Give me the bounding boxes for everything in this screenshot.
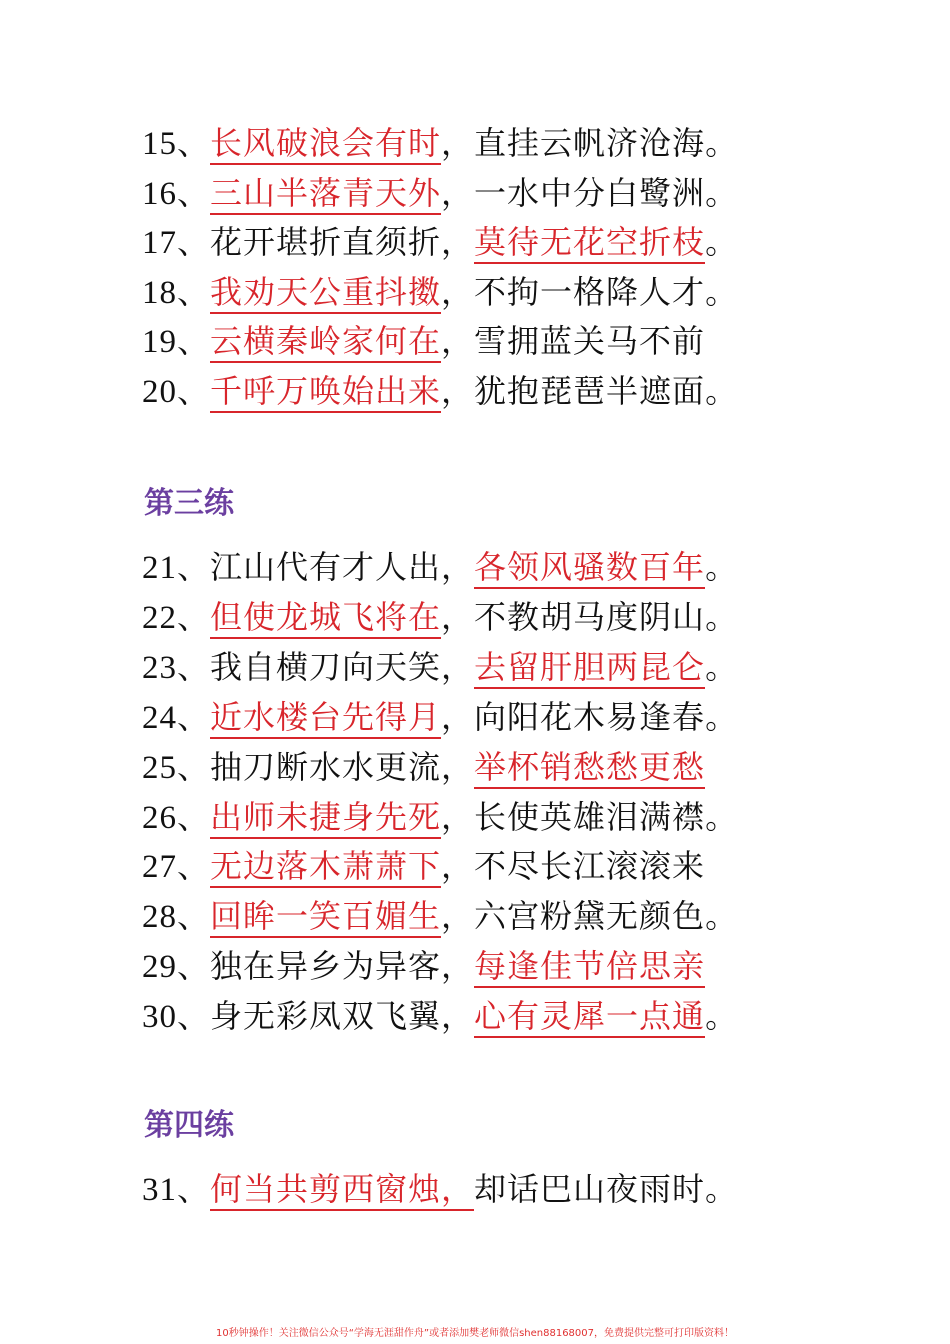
verse-first-half: 身无彩凤双飞翼: [210, 997, 442, 1036]
verse-first-half: 无边落木萧萧下: [210, 847, 441, 888]
poem-line: [142, 943, 902, 989]
verse-second-half: 犹抱琵琶半遮面: [474, 372, 706, 410]
verse-end-mark: 。: [705, 1170, 739, 1208]
verse-comma: ，: [441, 797, 475, 836]
line-number-separator: 、: [177, 272, 211, 311]
line-number-separator: 、: [177, 597, 211, 636]
verse-end-mark: 。: [705, 797, 739, 836]
verse-first-half: 花开堪折直须折: [210, 223, 442, 262]
poem-line: [142, 170, 902, 216]
line-number: 21: [142, 550, 177, 586]
verse-first-half: 江山代有才人出: [210, 548, 442, 586]
poem-line: [142, 744, 902, 790]
line-number: 22: [142, 599, 177, 636]
section-title-third-practice: 第三练: [144, 486, 234, 521]
verse-end-mark: 。: [705, 897, 739, 936]
line-number-separator: 、: [177, 372, 211, 410]
verse-second-half: 却话巴山夜雨时: [474, 1170, 706, 1208]
verse-second-half: 一水中分白鹭洲: [474, 173, 706, 212]
line-number-separator: 、: [177, 322, 211, 361]
verse-comma: ，: [441, 947, 475, 986]
line-number-separator: 、: [177, 173, 211, 212]
line-number-separator: 、: [177, 223, 211, 262]
verse-second-half: 莫待无花空折枝: [474, 223, 705, 264]
verse-second-half: 心有灵犀一点通: [474, 997, 705, 1038]
verse-second-half: 直挂云帆济沧海: [474, 124, 706, 162]
verse-comma: ，: [441, 173, 475, 212]
verse-second-half: 长使英雄泪满襟: [474, 797, 706, 836]
line-number: 24: [142, 699, 177, 736]
verse-end-mark: 。: [705, 548, 739, 586]
poem-line: [142, 694, 902, 740]
verse-comma: ，: [441, 372, 475, 410]
verse-first-half: 我劝天公重抖擞: [210, 273, 441, 314]
verse-comma: ，: [441, 322, 475, 361]
footer-promo-text: 10秒钟操作！关注微信公众号“学海无涯甜作舟”或者添加樊老师微信shen88168007，免费提供完整可打印版资料！: [215, 1328, 735, 1339]
verse-second-half: 各领风骚数百年: [474, 548, 705, 589]
poem-line: [142, 843, 902, 889]
line-number: 26: [142, 799, 177, 836]
verse-first-half: 长风破浪会有时: [210, 124, 441, 165]
verse-end-mark: 。: [705, 223, 739, 262]
line-number: 31: [142, 1172, 177, 1208]
line-number-separator: 、: [177, 797, 211, 836]
line-number: 25: [142, 749, 177, 786]
line-number: 15: [142, 126, 177, 162]
poem-line: [142, 120, 902, 166]
verse-end-mark: 。: [705, 124, 739, 162]
verse-second-half: 不教胡马度阴山: [474, 597, 706, 636]
verse-first-half: 三山半落青天外: [210, 174, 441, 215]
verse-first-half: 但使龙城飞将在: [210, 598, 441, 639]
line-number-separator: 、: [177, 947, 211, 986]
verse-end-mark: 。: [705, 372, 739, 410]
line-number-separator: 、: [177, 997, 211, 1036]
section-title-fourth-practice: 第四练: [144, 1108, 234, 1143]
verse-end-mark: 。: [705, 647, 739, 686]
verse-first-half: 云横秦岭家何在: [210, 322, 441, 363]
verse-first-half: 何当共剪西窗烛，: [210, 1170, 474, 1211]
verse-end-mark: 。: [705, 272, 739, 311]
line-number: 28: [142, 899, 177, 936]
line-number: 19: [142, 324, 177, 361]
line-number: 23: [142, 649, 177, 686]
verse-second-half: 每逢佳节倍思亲: [474, 947, 705, 988]
verse-first-half: 出师未捷身先死: [210, 798, 441, 839]
line-number-separator: 、: [177, 1170, 211, 1208]
verse-first-half: 千呼万唤始出来: [210, 372, 441, 413]
verse-second-half: 六宫粉黛无颜色: [474, 897, 706, 936]
verse-comma: ，: [441, 997, 475, 1036]
verse-comma: ，: [441, 897, 475, 936]
verse-second-half: 雪拥蓝关马不前: [474, 322, 706, 361]
verse-comma: ，: [441, 272, 475, 311]
poem-line: [142, 594, 902, 640]
verse-first-half: 近水楼台先得月: [210, 698, 441, 739]
poem-line: [142, 1166, 902, 1212]
line-number-separator: 、: [177, 548, 211, 586]
line-number: 17: [142, 225, 177, 262]
verse-end-mark: 。: [705, 997, 739, 1036]
verse-comma: ，: [441, 548, 475, 586]
poem-line: [142, 368, 902, 414]
line-number-separator: 、: [177, 647, 211, 686]
line-number: 18: [142, 274, 177, 311]
line-number: 20: [142, 374, 177, 410]
poem-line: [142, 794, 902, 840]
line-number: 27: [142, 849, 177, 886]
verse-comma: ，: [441, 223, 475, 262]
verse-comma: ，: [441, 597, 475, 636]
line-number-separator: 、: [177, 897, 211, 936]
verse-first-half: 抽刀断水水更流: [210, 747, 442, 786]
poem-line: [142, 644, 902, 690]
verse-second-half: 不拘一格降人才: [474, 272, 706, 311]
poem-line: [142, 269, 902, 315]
verse-second-half: 不尽长江滚滚来: [474, 847, 706, 886]
verse-end-mark: 。: [705, 697, 739, 736]
line-number-separator: 、: [177, 697, 211, 736]
line-number-separator: 、: [177, 124, 211, 162]
poem-line: [142, 893, 902, 939]
poem-line: [142, 993, 902, 1039]
verse-comma: ，: [441, 124, 475, 162]
verse-comma: ，: [441, 747, 475, 786]
poem-line: [142, 318, 902, 364]
line-number: 16: [142, 175, 177, 212]
verse-comma: ，: [441, 697, 475, 736]
verse-first-half: 回眸一笑百媚生: [210, 897, 441, 938]
verse-first-half: 独在异乡为异客: [210, 947, 442, 986]
verse-second-half: 举杯销愁愁更愁: [474, 748, 705, 789]
verse-end-mark: 。: [705, 597, 739, 636]
verse-end-mark: 。: [705, 173, 739, 212]
line-number: 29: [142, 949, 177, 986]
verse-comma: ，: [441, 847, 475, 886]
line-number-separator: 、: [177, 847, 211, 886]
line-number: 30: [142, 999, 177, 1036]
verse-second-half: 向阳花木易逢春: [474, 697, 706, 736]
line-number-separator: 、: [177, 747, 211, 786]
poem-line: [142, 219, 902, 265]
verse-comma: ，: [441, 647, 475, 686]
poem-line: [142, 544, 902, 590]
verse-first-half: 我自横刀向天笑: [210, 647, 442, 686]
verse-second-half: 去留肝胆两昆仑: [474, 648, 705, 689]
